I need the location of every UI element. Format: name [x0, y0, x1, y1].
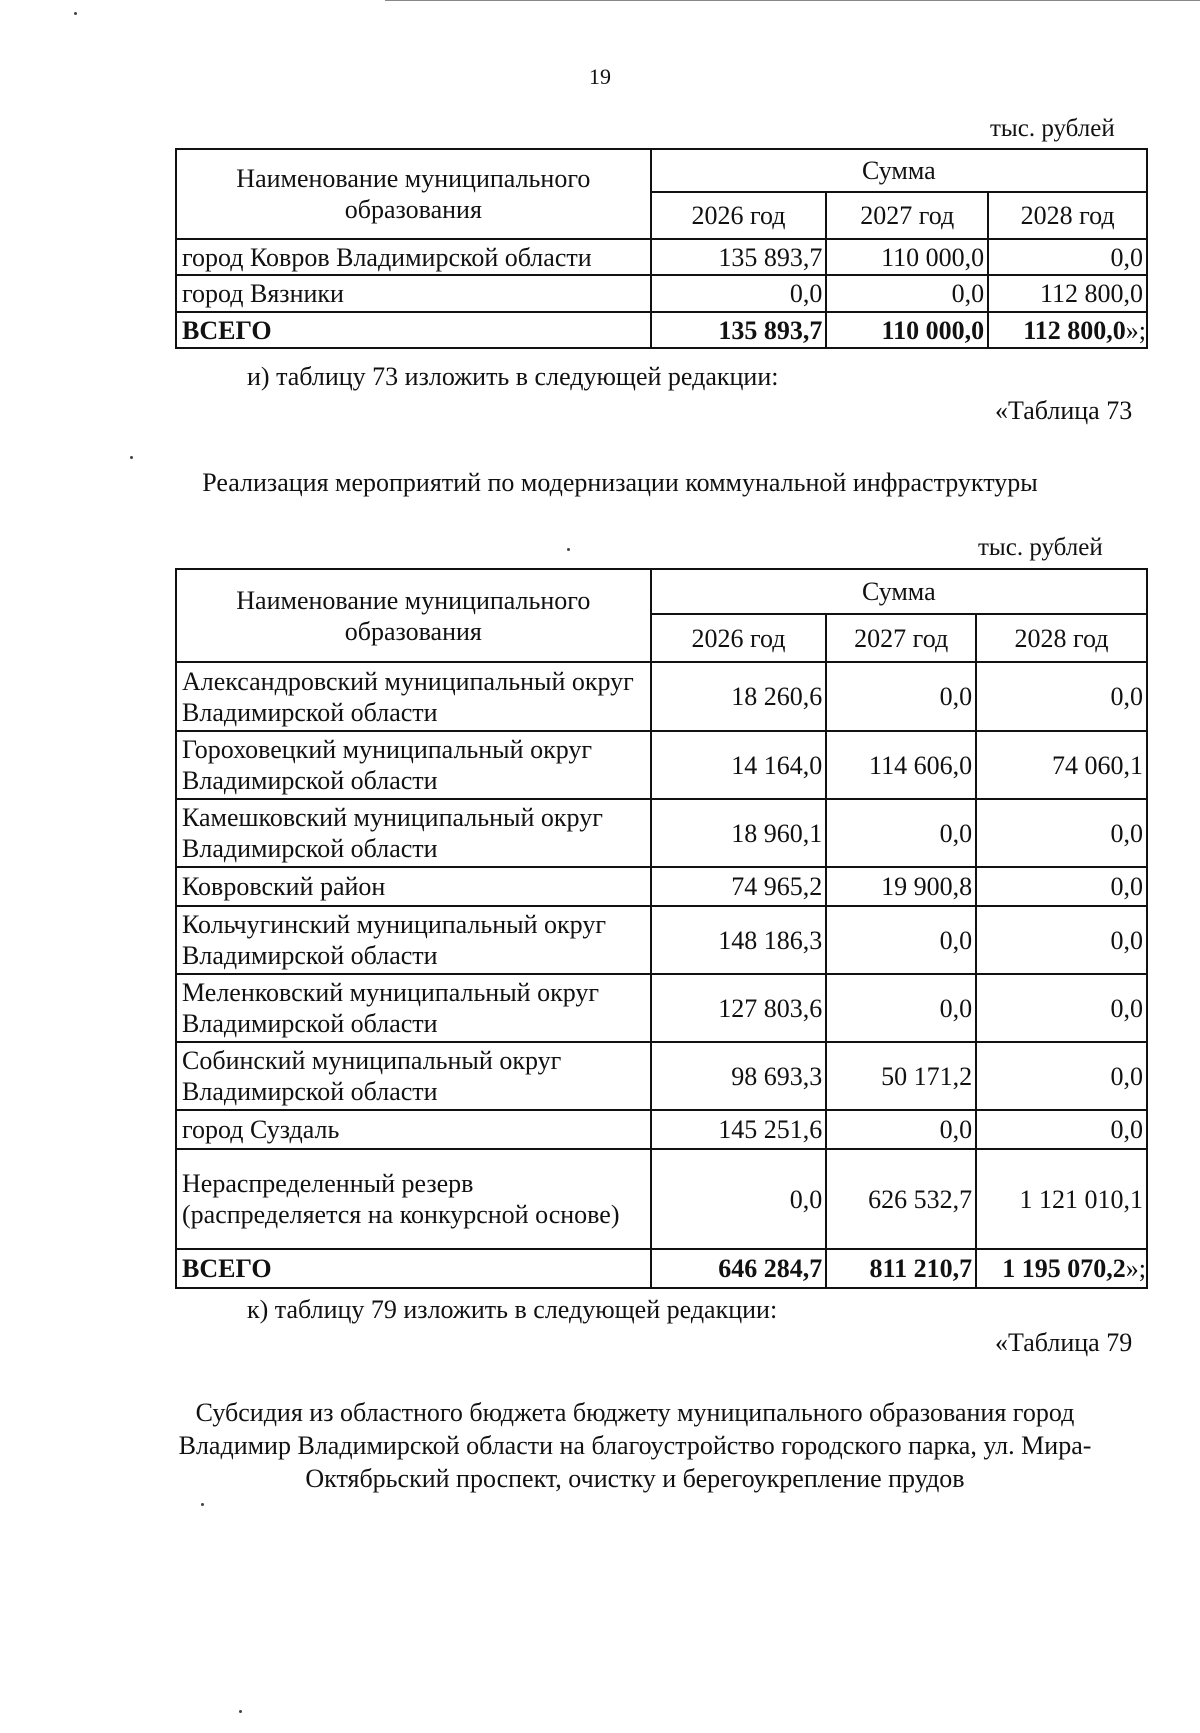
total-2028 [976, 1249, 1147, 1288]
scan-speck [130, 456, 133, 459]
row-name: Гороховецкий муниципальный округ Владимирской области [176, 731, 651, 799]
cell-2026: 18 960,1 [651, 799, 827, 867]
closing-quote: »; [1125, 1254, 1146, 1283]
cell-2026: 0,0 [651, 1149, 827, 1249]
cell-2027: 0,0 [826, 974, 976, 1042]
cell-2026: 135 893,7 [651, 239, 827, 275]
cell-2026: 0,0 [651, 275, 827, 312]
table1-header-year: 2027 год [826, 192, 988, 239]
instruction-table73: и) таблицу 73 изложить в следующей редакции: [247, 362, 779, 391]
table1-header-sum: Сумма [651, 149, 1147, 192]
table1-header-year: 2026 год [651, 192, 827, 239]
table73-header-year: 2026 год [651, 614, 827, 662]
table73-header-year: 2027 год [826, 614, 976, 662]
row-name: Нераспределенный резерв (распределяется на конкурсной основе) [176, 1149, 651, 1249]
table73 [175, 568, 1148, 1289]
cell-2028: 74 060,1 [976, 731, 1147, 799]
table1 [175, 148, 1148, 349]
cell-2026: 18 260,6 [651, 662, 827, 731]
row-name: Ковровский район [176, 867, 651, 906]
table-row [176, 799, 1147, 867]
cell-2027: 110 000,0 [826, 239, 988, 275]
cell-2028: 0,0 [976, 1042, 1147, 1110]
cell-2026: 127 803,6 [651, 974, 827, 1042]
table73-title: Реализация мероприятий по модернизации коммунальной инфраструктуры [202, 468, 1038, 497]
instruction-table79: к) таблицу 79 изложить в следующей редакции: [247, 1295, 778, 1324]
table73-header-name: Наименование муниципального образования [176, 569, 651, 662]
cell-2027: 0,0 [826, 275, 988, 312]
table-row [176, 662, 1147, 731]
row-name: город Суздаль [176, 1110, 651, 1149]
cell-2028: 1 121 010,1 [976, 1149, 1147, 1249]
row-name: город Ковров Владимирской области [176, 239, 651, 275]
page-number: 19 [589, 64, 611, 89]
total-2026: 135 893,7 [651, 312, 827, 348]
cell-2028: 0,0 [976, 799, 1147, 867]
table1-units: тыс. рублей [990, 115, 1115, 142]
total-2028-value: 1 195 070,2 [1002, 1254, 1126, 1283]
cell-2026: 98 693,3 [651, 1042, 827, 1110]
scan-speck [74, 12, 77, 15]
table73-units: тыс. рублей [978, 534, 1103, 561]
scan-speck [567, 548, 570, 551]
table-row [176, 1042, 1147, 1110]
table-row [176, 275, 1147, 312]
scan-speck [239, 1710, 242, 1713]
table-row [176, 1110, 1147, 1149]
row-name: Меленковский муниципальный округ Владимирской области [176, 974, 651, 1042]
cell-2027: 19 900,8 [826, 867, 976, 906]
cell-2027: 0,0 [826, 799, 976, 867]
total-2026: 646 284,7 [651, 1249, 827, 1288]
row-name: Камешковский муниципальный округ Владимирской области [176, 799, 651, 867]
total-2027: 811 210,7 [826, 1249, 976, 1288]
table79-label: «Таблица 79 [995, 1328, 1133, 1357]
row-name: город Вязники [176, 275, 651, 312]
total-2028-value: 112 800,0 [1023, 315, 1126, 345]
cell-2028: 0,0 [976, 1110, 1147, 1149]
table73-header-year: 2028 год [976, 614, 1147, 662]
cell-2027: 0,0 [826, 1110, 976, 1149]
table-total-row [176, 312, 1147, 348]
cell-2027: 626 532,7 [826, 1149, 976, 1249]
cell-2026: 14 164,0 [651, 731, 827, 799]
cell-2028: 0,0 [976, 867, 1147, 906]
cell-2026: 148 186,3 [651, 906, 827, 974]
row-name: Александровский муниципальный округ Владимирской области [176, 662, 651, 731]
cell-2027: 114 606,0 [826, 731, 976, 799]
table-row [176, 974, 1147, 1042]
cell-2026: 74 965,2 [651, 867, 827, 906]
cell-2028: 0,0 [988, 239, 1147, 275]
cell-2027: 50 171,2 [826, 1042, 976, 1110]
cell-2028: 0,0 [976, 906, 1147, 974]
table1-header-name: Наименование муниципального образования [176, 149, 651, 239]
scan-top-edge [385, 0, 1200, 1]
table73-header-sum: Сумма [651, 569, 1147, 614]
total-label: ВСЕГО [176, 312, 651, 348]
table73-label: «Таблица 73 [995, 396, 1133, 425]
cell-2026: 145 251,6 [651, 1110, 827, 1149]
total-label: ВСЕГО [176, 1249, 651, 1288]
scan-speck [201, 1503, 204, 1506]
closing-quote: »; [1125, 315, 1146, 345]
table-row [176, 1149, 1147, 1249]
table-row [176, 731, 1147, 799]
table-row [176, 906, 1147, 974]
table-row [176, 239, 1147, 275]
cell-2027: 0,0 [826, 906, 976, 974]
table-row [176, 867, 1147, 906]
table1-header-year: 2028 год [988, 192, 1147, 239]
total-2027: 110 000,0 [826, 312, 988, 348]
table79-title: Субсидия из областного бюджета бюджету муниципального образования город Владимир Владимирской области на благоустройство городского парка, ул. Мира-Октябрьский проспект, очистку и берегоукрепление прудов [178, 1398, 1092, 1493]
row-name: Кольчугинский муниципальный округ Владимирской области [176, 906, 651, 974]
total-2028 [988, 312, 1147, 348]
cell-2027: 0,0 [826, 662, 976, 731]
row-name: Собинский муниципальный округ Владимирской области [176, 1042, 651, 1110]
cell-2028: 0,0 [976, 662, 1147, 731]
cell-2028: 0,0 [976, 974, 1147, 1042]
table-total-row [176, 1249, 1147, 1288]
cell-2028: 112 800,0 [988, 275, 1147, 312]
